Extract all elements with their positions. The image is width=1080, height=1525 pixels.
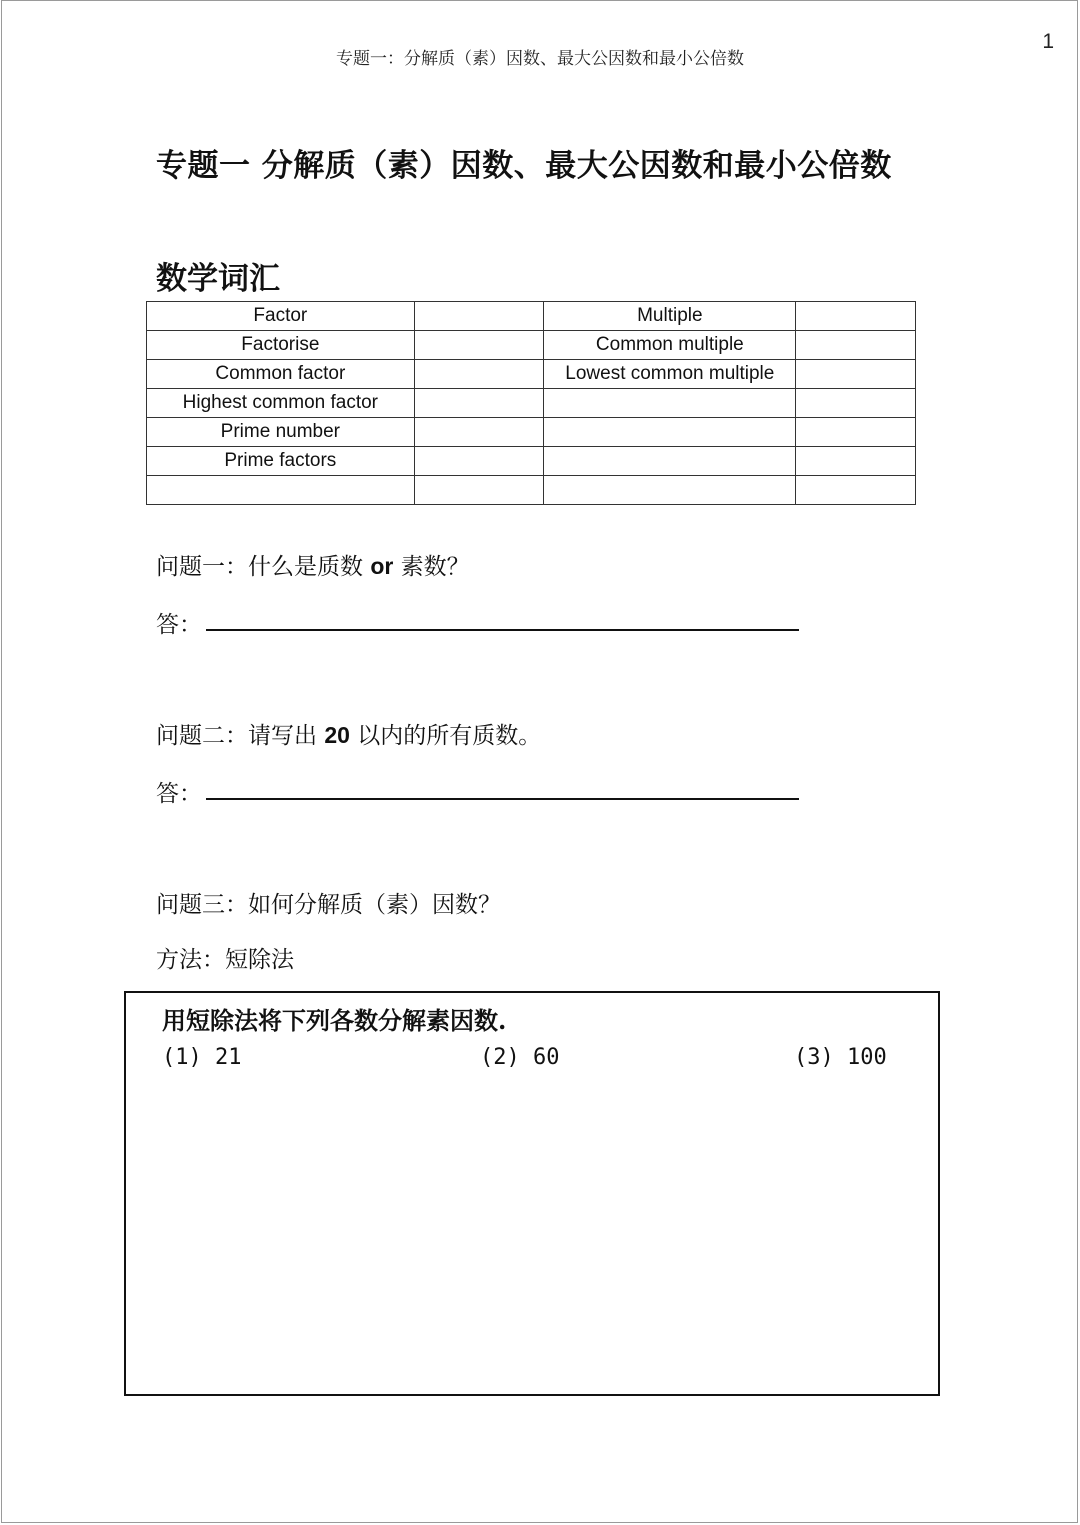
table-cell	[796, 360, 916, 389]
page-number: 1	[1042, 30, 1054, 53]
table-row	[147, 302, 916, 331]
table-cell	[414, 418, 544, 447]
table-cell: Factor	[147, 302, 415, 331]
question-1-suffix: 素数？	[393, 554, 470, 580]
table-cell	[796, 476, 916, 505]
table-row	[147, 389, 916, 418]
question-2-prefix: 问题二：请写出	[156, 723, 325, 749]
running-header: 专题一：分解质（素）因数、最大公因数和最小公倍数	[336, 49, 744, 69]
table-cell: Common multiple	[544, 331, 796, 360]
table-cell	[414, 447, 544, 476]
answer-2-line[interactable]	[206, 798, 799, 800]
table-row	[147, 331, 916, 360]
page-title: 专题一 分解质（素）因数、最大公因数和最小公倍数	[156, 148, 892, 184]
table-cell: Prime number	[147, 418, 415, 447]
exercise-item-2: (2) 60	[480, 1045, 560, 1070]
table-cell: Lowest common multiple	[544, 360, 796, 389]
table-cell: Factorise	[147, 331, 415, 360]
exercise-item-1: (1) 21	[162, 1045, 242, 1070]
table-cell	[796, 331, 916, 360]
question-2-suffix: 以内的所有质数。	[349, 723, 542, 749]
answer-2-label: 答：	[156, 781, 202, 807]
table-cell	[544, 476, 796, 505]
table-cell: Multiple	[544, 302, 796, 331]
answer-1-label: 答：	[156, 612, 202, 638]
table-cell	[796, 447, 916, 476]
table-cell	[796, 418, 916, 447]
table-cell	[544, 447, 796, 476]
exercise-box	[124, 991, 940, 1396]
exercise-instruction: 用短除法将下列各数分解素因数.	[162, 1006, 507, 1035]
table-cell	[414, 476, 544, 505]
question-1-prefix: 问题一：什么是质数	[156, 554, 371, 580]
vocabulary-heading: 数学词汇	[156, 261, 280, 297]
table-row	[147, 360, 916, 389]
table-cell	[414, 331, 544, 360]
table-cell	[544, 418, 796, 447]
question-1	[156, 548, 470, 581]
table-row	[147, 418, 916, 447]
table-cell	[414, 360, 544, 389]
table-cell: Common factor	[147, 360, 415, 389]
table-row	[147, 476, 916, 505]
question-2	[156, 717, 541, 750]
question-1-bold: or	[370, 553, 394, 579]
table-cell	[414, 389, 544, 418]
table-cell: Prime factors	[147, 447, 415, 476]
table-cell	[544, 389, 796, 418]
vocabulary-table	[146, 301, 916, 505]
table-cell	[414, 302, 544, 331]
table-cell	[796, 302, 916, 331]
table-row	[147, 447, 916, 476]
exercise-item-3: (3) 100	[794, 1045, 887, 1070]
answer-1-line[interactable]	[206, 629, 799, 631]
table-cell	[147, 476, 415, 505]
table-cell	[796, 389, 916, 418]
question-3: 问题三：如何分解质（素）因数？	[156, 892, 501, 918]
method-label: 方法：短除法	[156, 947, 294, 973]
question-2-bold: 20	[324, 722, 350, 748]
table-cell: Highest common factor	[147, 389, 415, 418]
